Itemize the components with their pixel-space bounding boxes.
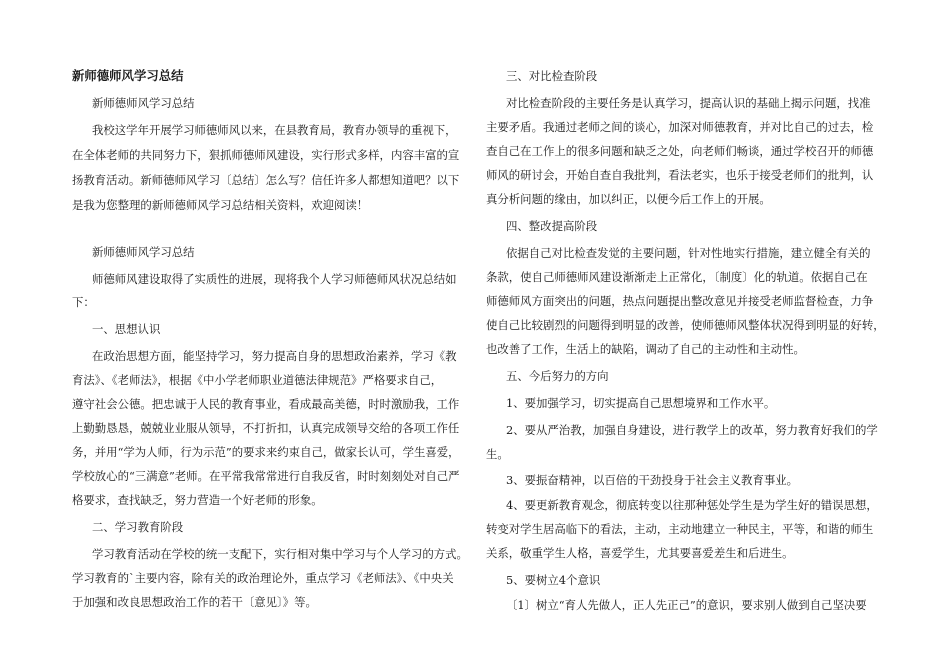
list-item: 4、要更新教育观念，彻底转变以往那种惩处学生是为学生好的错误思想， bbox=[506, 498, 878, 512]
text-line: 务，并用“学为人师，行为示范”的要求来约束自己，做家长认可，学生喜爱， bbox=[72, 445, 460, 459]
text-line: 于加强和改良思想政治工作的若干〔意见〕》等。 bbox=[72, 595, 317, 609]
text-line: 转变对学生居高临下的看法，主动，主动地建立一种民主，平等，和谐的师生 bbox=[486, 522, 874, 536]
text-line: 关系，敬重学生人格，喜爱学生，尤其要喜爱差生和后进生。 bbox=[486, 546, 794, 560]
section-heading: 新师德师风学习总结 bbox=[92, 245, 195, 259]
section-heading: 五、今后努力的方向 bbox=[506, 369, 609, 383]
text-line: 在全体老师的共同努力下，狠抓师德师风建设，实行形式多样，内容丰富的宣 bbox=[72, 148, 460, 162]
text-line: 在政治思想方面，能坚持学习，努力提高自身的思想政治素养，学习《教 bbox=[92, 349, 457, 363]
text-line: 主要矛盾。我通过老师之间的谈心，加深对师德教育，并对比自己的过去，检 bbox=[486, 120, 874, 134]
text-line: 真分析问题的缘由，加以纠正，以便今后工作上的开展。 bbox=[486, 192, 771, 206]
text-line: 条款，使自己师德师风建设渐渐走上正常化，〔制度〕化的轨道。依据自己在 bbox=[486, 270, 868, 284]
text-line: 格要求，查找缺乏，努力营造一个好老师的形象。 bbox=[72, 493, 323, 507]
text-line: 学校放心的“三满意”老师。在平常我常常进行自我反省，时时刻刻处对自己严 bbox=[72, 469, 460, 483]
text-line: 师德师风建设取得了实质性的进展，现将我个人学习师德师风状况总结如 bbox=[92, 272, 457, 286]
text-line: 下： bbox=[72, 295, 95, 309]
text-line: 依据自己对比检查发觉的主要问题，针对性地实行措施，建立健全有关的 bbox=[506, 246, 871, 260]
text-line: 使自己比较剧烈的问题得到明显的改善，使师德师风整体状况得到明显的好转， bbox=[486, 318, 885, 332]
text-line: 学习教育活动在学校的统一支配下，实行相对集中学习与个人学习的方式。 bbox=[92, 547, 468, 561]
section-heading: 二、学习教育阶段 bbox=[92, 520, 184, 534]
text-line: 也改善了工作，生活上的缺陷，调动了自己的主动性和主动性。 bbox=[486, 342, 805, 356]
text-line: 扬教育活动。新师德师风学习〔总结〕怎么写？信任许多人都想知道吧？以下 bbox=[72, 173, 460, 187]
text-line: 学习教育的`主要内容，除有关的政治理论外，重点学习《老师法》、《中央关 bbox=[72, 571, 454, 585]
text-line: 上勤勤恳恳，兢兢业业服从领导，不打折扣，认真完成领导交给的各项工作任 bbox=[72, 421, 460, 435]
list-item: 5、要树立4个意识 bbox=[506, 573, 601, 587]
section-heading: 四、整改提高阶段 bbox=[506, 219, 598, 233]
list-item: 2、要从严治教，加强自身建设，进行教学上的改革，努力教育好我们的学 bbox=[506, 423, 878, 437]
text-line: 师德师风方面突出的问题，热点问题提出整改意见并接受老师监督检查，力争 bbox=[486, 294, 874, 308]
list-item: 1、要加强学习，切实提高自己思想境界和工作水平。 bbox=[506, 396, 776, 410]
text-line: 遵守社会公德。把忠诚于人民的教育事业，看成最高美德，时时激励我，工作 bbox=[72, 397, 460, 411]
section-heading: 一、思想认识 bbox=[92, 322, 161, 336]
text-line: 生。 bbox=[486, 447, 509, 461]
section-heading: 三、对比检查阶段 bbox=[506, 69, 598, 83]
list-item: 3、要振奋精神，以百倍的干劲投身于社会主义教育事业。 bbox=[506, 473, 799, 487]
text-line: 查自己在工作上的很多问题和缺乏之处，向老师们畅谈，通过学校召开的师德 bbox=[486, 144, 874, 158]
subtitle: 新师德师风学习总结 bbox=[92, 96, 195, 110]
text-line: 师风的研讨会，开始自查自我批判，看法老实，也乐于接受老师们的批判，认 bbox=[486, 168, 874, 182]
text-line: 是我为您整理的新师德师风学习总结相关资料，欢迎阅读！ bbox=[72, 198, 369, 212]
text-line: 育法》、《老师法》，根据《中小学老师职业道德法律规范》严格要求自己， bbox=[72, 373, 443, 387]
text-line: 我校这学年开展学习师德师风以来，在县教育局，教育办领导的重视下， bbox=[92, 123, 457, 137]
document-title: 新师德师风学习总结 bbox=[72, 68, 184, 83]
list-item: 〔1〕树立“育人先做人，正人先正己”的意识，要求别人做到自己坚决要 bbox=[506, 598, 867, 612]
text-line: 对比检查阶段的主要任务是认真学习，提高认识的基础上揭示问题，找准 bbox=[506, 96, 871, 110]
